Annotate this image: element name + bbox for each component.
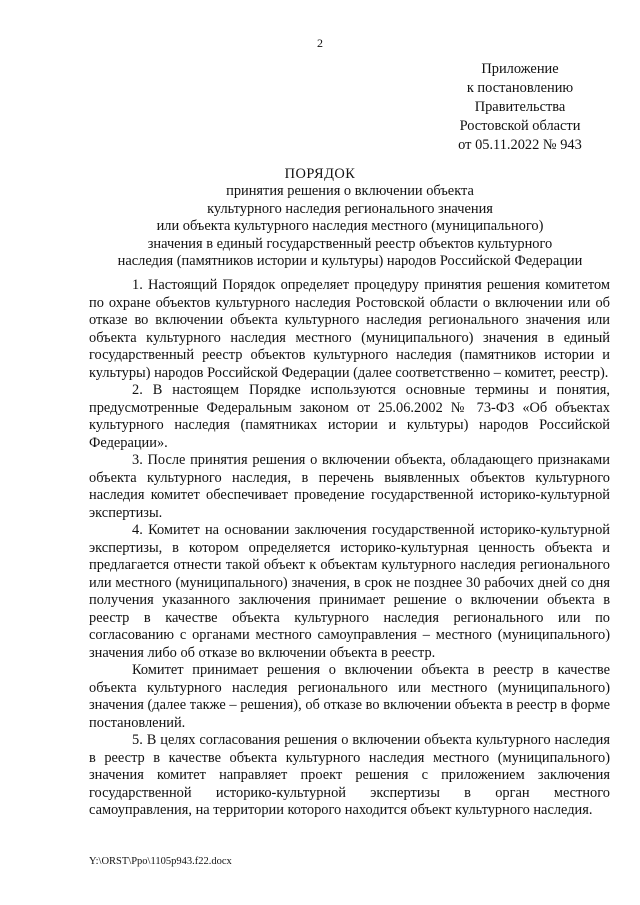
appendix-line: Правительства: [474, 99, 566, 115]
document-subtitle: [60, 183, 640, 271]
appendix-line: Приложение: [481, 61, 559, 77]
subtitle-line: культурного наследия регионального значения: [207, 200, 493, 217]
subtitle-line: значения в единый государственный реестр объектов культурного: [147, 235, 553, 252]
appendix-block: [440, 60, 600, 155]
document-body: [89, 277, 610, 820]
paragraph-5: 5. В целях согласования решения о включении объекта культурного наследия в реестр в качестве объекта культурного наследия местного (муниципального) значения комитет направляет проект решения с приложением заключения государственной историко-культурной экспертизы в орган местного самоуправления, на территории которого находится объект культурного наследия.: [89, 732, 610, 818]
paragraph-1: 1. Настоящий Порядок определяет процедуру принятия решения комитетом по охране объектов культурного наследия Ростовской области о включении или об отказе во включении объекта культурного наследия регионального значения или объекта культурного наследия местного (муниципального) значения в единый государственный реестр объектов культурного наследия (памятников истории и культуры) народов Российской Федерации (далее соответственно – комитет, реестр).: [89, 277, 610, 381]
appendix-line: к постановлению: [466, 80, 574, 96]
paragraph-2: 2. В настоящем Порядке используются основные термины и понятия, предусмотренные Федеральным законом от 25.06.2002 № 73-ФЗ «Об объектах культурного наследия (памятниках истории и культуры) народов Российской Федерации».: [89, 382, 610, 451]
page-number: 2: [317, 36, 323, 50]
footer-file-path: Y:\ORST\Ppo\1105p943.f22.docx: [89, 856, 232, 867]
document-title: ПОРЯДОК: [284, 166, 356, 182]
paragraph-3: 3. После принятия решения о включении объекта, обладающего признаками объекта культурного наследия, в перечень выявленных объектов культурного наследия комитет обеспечивает проведение государственной историко-культурной экспертизы.: [89, 452, 610, 521]
subtitle-line: или объекта культурного наследия местного (муниципального): [156, 218, 544, 234]
appendix-date-line: от 05.11.2022 № 943: [458, 137, 582, 153]
paragraph-4: 4. Комитет на основании заключения государственной историко-культурной экспертизы, в котором определяется историко-культурная ценность объекта и предлагается отнести такой объект к объектам культурного наследия регионального или местного (муниципального) значения, в срок не позднее 30 рабочих дней со дня получения указанного заключения принимает решение о включении объекта в реестр в качестве объекта культурного наследия регионального или по согласованию с органами местного самоуправления – местного (муниципального) значения либо об отказе во включении объекта в реестр.: [89, 522, 610, 661]
subtitle-line: наследия (памятников истории и культуры) народов Российской Федерации: [117, 253, 583, 269]
paragraph-4-continued: Комитет принимает решения о включении объекта в реестр в качестве объекта культурного наследия регионального или местного (муниципального) значения (далее также – решения), об отказе во включении объекта в реестр в форме постановлений.: [89, 662, 610, 731]
appendix-line: Ростовской области: [459, 118, 581, 134]
subtitle-line: принятия решения о включении объекта: [226, 183, 474, 199]
